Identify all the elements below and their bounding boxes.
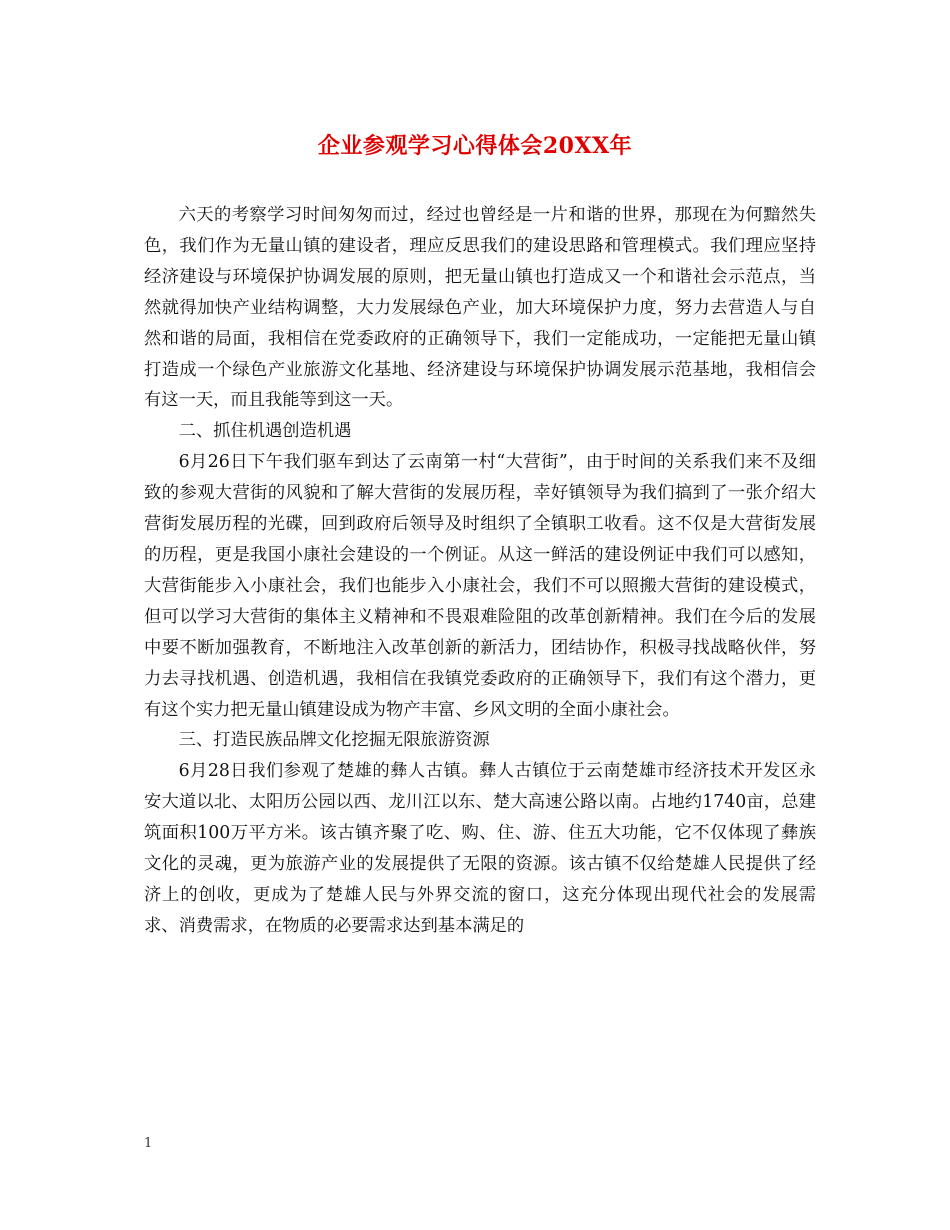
- paragraph: 六天的考察学习时间匆匆而过，经过也曾经是一片和谐的世界，那现在为何黯然失色，我们作为无量山镇的建设者，理应反思我们的建设思路和管理模式。我们理应坚持经济建设与环境保护协调发展的原则，把无量山镇也打造成又一个和谐社会示范点，当然就得加快产业结构调整，大力发展绿色产业，加大环境保护力度，努力去营造人与自然和谐的局面，我相信在党委政府的正确领导下，我们一定能成功，一定能把无量山镇打造成一个绿色产业旅游文化基地、经济建设与环境保护协调发展示范基地，我相信会有这一天，而且我能等到这一天。: [144, 205, 816, 411]
- document-title: 企业参观学习心得体会20XX年: [317, 133, 633, 159]
- section-heading: 二、抓住机遇创造机遇: [178, 421, 352, 442]
- page-number: 1: [144, 1136, 153, 1151]
- section-heading: 三、打造民族品牌文化挖掘无限旅游资源: [178, 730, 490, 751]
- paragraph: 6月28日我们参观了楚雄的彝人古镇。彝人古镇位于云南楚雄市经济技术开发区永安大道以北、太阳历公园以西、龙川江以东、楚大高速公路以南。占地约1740亩，总建筑面积100万平方米。该古镇齐聚了吃、购、住、游、住五大功能，它不仅体现了彝族文化的灵魂，更为旅游产业的发展提供了无限的资源。该古镇不仅给楚雄人民提供了经济上的创收，更成为了楚雄人民与外界交流的窗口，这充分体现出现代社会的发展需求、消费需求，在物质的必要需求达到基本满足的: [144, 761, 816, 936]
- paragraph: 6月26日下午我们驱车到达了云南第一村“大营街”，由于时间的关系我们来不及细致的参观大营街的风貌和了解大营街的发展历程，幸好镇领导为我们搞到了一张介绍大营街发展历程的光碟，回到政府后领导及时组织了全镇职工收看。这不仅是大营街发展的历程，更是我国小康社会建设的一个例证。从这一鲜活的建设例证中我们可以感知，大营街能步入小康社会，我们也能步入小康社会，我们不可以照搬大营街的建设模式，但可以学习大营街的集体主义精神和不畏艰难险阻的改革创新精神。我们在今后的发展中要不断加强教育，不断地注入改革创新的新活力，团结协作，积极寻找战略伙伴，努力去寻找机遇、创造机遇，我相信在我镇党委政府的正确领导下，我们有这个潜力，更有这个实力把无量山镇建设成为物产丰富、乡风文明的全面小康社会。: [144, 452, 816, 720]
- document-body: [144, 200, 816, 942]
